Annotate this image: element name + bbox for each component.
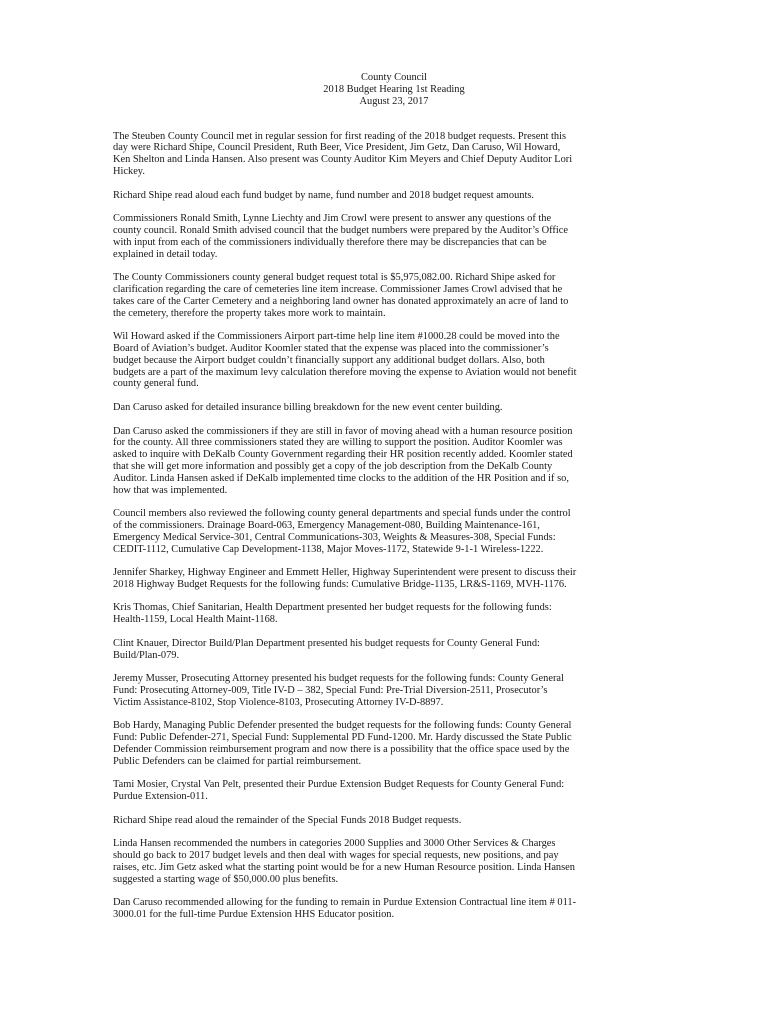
paragraph bbox=[113, 402, 675, 414]
paragraph bbox=[113, 131, 675, 178]
paragraph-line: 3000.01 for the full-time Purdue Extension HHS Educator position. bbox=[113, 909, 395, 921]
document-body bbox=[113, 131, 675, 921]
paragraph-line: Hickey. bbox=[113, 166, 145, 177]
paragraph bbox=[113, 897, 675, 921]
paragraph bbox=[113, 838, 675, 885]
paragraph-line: The Steuben County Council met in regular session for first reading of the 2018 budget requests. Present this bbox=[113, 130, 567, 142]
paragraph bbox=[113, 815, 675, 827]
paragraph-line: takes care of the Carter Cemetery and a neighboring land owner has donated approximately an acre of land to bbox=[113, 295, 569, 307]
paragraph-line: Board of Aviation’s budget. Auditor Koomler stated that the expense was placed into the commissioner’s bbox=[113, 342, 549, 354]
paragraph-line: budget because the Airport budget couldn’t financially support any additional budget dollars. Also, both bbox=[113, 354, 545, 366]
paragraph-line: asked to inquire with DeKalb County Government regarding their HR position recently added. Koomler stated bbox=[113, 449, 573, 461]
paragraph-line: budgets are a part of the maximum levy calculation therefore moving the expense to Aviation would not benefit bbox=[113, 366, 577, 378]
paragraph-line: CEDIT-1112, Cumulative Cap Development-1138, Major Moves-1172, Statewide 9-1-1 Wireless-1222. bbox=[113, 543, 544, 555]
paragraph-line: Auditor. Linda Hansen asked if DeKalb implemented time clocks to the addition of the HR Position and if so, bbox=[113, 472, 569, 484]
document-subtitle: 2018 Budget Hearing 1st Reading bbox=[323, 84, 465, 96]
paragraph-line: county council. Ronald Smith advised council that the budget numbers were prepared by the Auditor’s Office bbox=[113, 224, 568, 236]
paragraph-line: day were Richard Shipe, Council President, Ruth Beer, Vice President, Jim Getz, Dan Caruso, Wil Howard, bbox=[113, 142, 561, 154]
paragraph-line: suggested a starting wage of $50,000.00 plus benefits. bbox=[113, 873, 339, 885]
paragraph-line: Public Defenders can be claimed for partial reimbursement. bbox=[113, 755, 362, 767]
paragraph-line: Tami Mosier, Crystal Van Pelt, presented their Purdue Extension Budget Requests for County General Fund: bbox=[113, 779, 565, 791]
paragraph-line: Clint Knauer, Director Build/Plan Department presented his budget requests for County General Fund: bbox=[113, 637, 540, 649]
paragraph-line: Richard Shipe read aloud the remainder of the Special Funds 2018 Budget requests. bbox=[113, 814, 462, 826]
paragraph-line: of the commissioners. Drainage Board-063, Emergency Management-080, Building Maintenance-161, bbox=[113, 519, 540, 531]
paragraph-line: Dan Caruso asked the commissioners if they are still in favor of moving ahead with a human resource position bbox=[113, 425, 573, 437]
paragraph bbox=[113, 779, 675, 803]
paragraph-line: with input from each of the commissioners individually therefore there may be discrepancies that can be bbox=[113, 236, 547, 248]
paragraph-line: Fund: Public Defender-271, Special Fund: Supplemental PD Fund-1200. Mr. Hardy discussed the State Public bbox=[113, 732, 572, 744]
paragraph-line: county general fund. bbox=[113, 378, 199, 390]
paragraph bbox=[113, 638, 675, 662]
document-header bbox=[113, 72, 675, 109]
paragraph-line: Victim Assistance-8102, Stop Violence-8103, Prosecuting Attorney IV-D-8897. bbox=[113, 696, 444, 708]
paragraph-line: Linda Hansen recommended the numbers in categories 2000 Supplies and 3000 Other Services & Charges bbox=[113, 838, 556, 850]
paragraph-line: Defender Commission reimbursement program and now there is a possibility that the office space used by the bbox=[113, 744, 570, 756]
paragraph bbox=[113, 508, 675, 555]
paragraph bbox=[113, 567, 675, 591]
paragraph-line: Emergency Medical Service-301, Central Communications-303, Weights & Measures-308, Special Funds: bbox=[113, 531, 556, 543]
document-date: August 23, 2017 bbox=[359, 96, 429, 108]
paragraph bbox=[113, 272, 675, 319]
paragraph bbox=[113, 720, 675, 767]
paragraph bbox=[113, 331, 675, 390]
paragraph-line: that she will get more information and possibly get a copy of the job description from the DeKalb County bbox=[113, 460, 553, 472]
paragraph-line: The County Commissioners county general budget request total is $5,975,082.00. Richard Shipe asked for bbox=[113, 272, 556, 284]
paragraph-line: explained in detail today. bbox=[113, 248, 218, 260]
paragraph-line: Health-1159, Local Health Maint-1168. bbox=[113, 614, 278, 626]
paragraph-line: Council members also reviewed the following county general departments and special funds under the control bbox=[113, 508, 571, 520]
paragraph-line: Jeremy Musser, Prosecuting Attorney presented his budget requests for the following funds: County General bbox=[113, 673, 564, 685]
paragraph-line: how that was implemented. bbox=[113, 484, 228, 496]
paragraph bbox=[113, 213, 675, 260]
paragraph-line: should go back to 2017 budget levels and then deal with wages for special requests, new positions, and pay bbox=[113, 850, 559, 862]
paragraph-line: Build/Plan-079. bbox=[113, 649, 180, 661]
paragraph-line: raises, etc. Jim Getz asked what the starting point would be for a new Human Resource position. Linda Hansen bbox=[113, 862, 575, 874]
document-title: County Council bbox=[360, 72, 428, 83]
paragraph bbox=[113, 426, 675, 497]
paragraph-line: for the county. All three commissioners stated they are willing to support the position. Auditor Koomler was bbox=[113, 437, 563, 449]
paragraph bbox=[113, 602, 675, 626]
paragraph-line: Wil Howard asked if the Commissioners Airport part-time help line item #1000.28 could be moved into the bbox=[113, 331, 560, 343]
paragraph-line: Commissioners Ronald Smith, Lynne Liechty and Jim Crowl were present to answer any questions of the bbox=[113, 213, 552, 225]
paragraph bbox=[113, 673, 675, 708]
paragraph-line: 2018 Highway Budget Requests for the following funds: Cumulative Bridge-1135, LR&S-1169, MVH-1176. bbox=[113, 578, 567, 590]
paragraph-line: Richard Shipe read aloud each fund budget by name, fund number and 2018 budget request amounts. bbox=[113, 189, 534, 201]
paragraph bbox=[113, 190, 675, 202]
paragraph-line: the cemetery, therefore the property takes more work to maintain. bbox=[113, 307, 386, 319]
document-page bbox=[113, 72, 675, 933]
paragraph-line: Purdue Extension-011. bbox=[113, 791, 208, 803]
paragraph-line: Ken Shelton and Linda Hansen. Also present was County Auditor Kim Meyers and Chief Deputy Auditor Lori bbox=[113, 154, 573, 166]
paragraph-line: Dan Caruso recommended allowing for the funding to remain in Purdue Extension Contractual line item # 011- bbox=[113, 897, 577, 909]
paragraph-line: Dan Caruso asked for detailed insurance billing breakdown for the new event center building. bbox=[113, 401, 503, 413]
paragraph-line: clarification regarding the care of cemeteries line item increase. Commissioner James Crowl advised that he bbox=[113, 283, 563, 295]
paragraph-line: Fund: Prosecuting Attorney-009, Title IV-D – 382, Special Fund: Pre-Trial Diversion-2511, Prosecutor’s bbox=[113, 685, 548, 697]
paragraph-line: Kris Thomas, Chief Sanitarian, Health Department presented her budget requests for the following funds: bbox=[113, 602, 552, 614]
paragraph-line: Jennifer Sharkey, Highway Engineer and Emmett Heller, Highway Superintendent were present to discuss their bbox=[113, 567, 577, 579]
paragraph-line: Bob Hardy, Managing Public Defender presented the budget requests for the following funds: County General bbox=[113, 720, 572, 732]
